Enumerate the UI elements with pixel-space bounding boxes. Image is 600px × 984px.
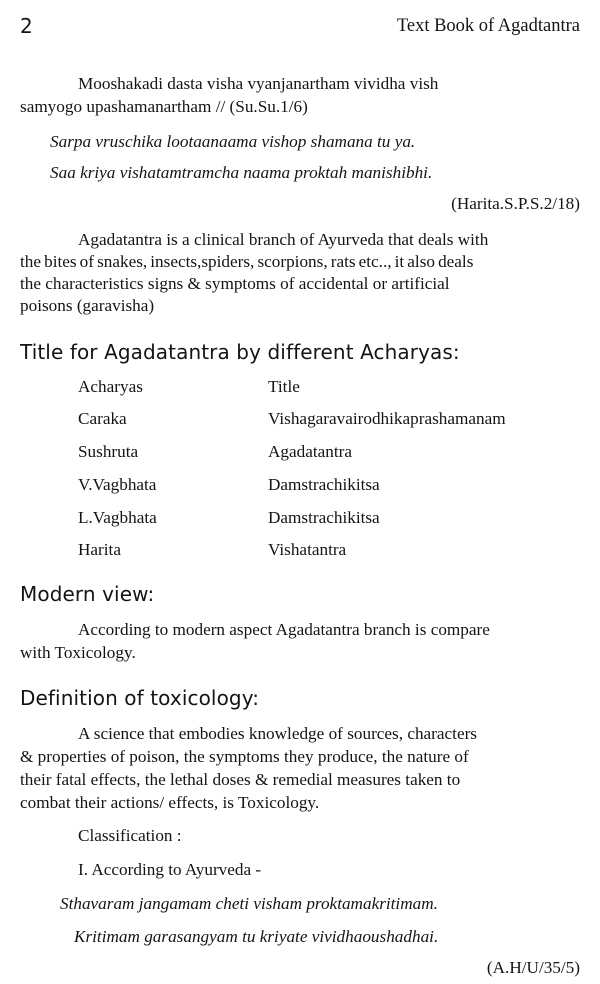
title-cell: Vishagaravairodhikaprashamanam [268, 409, 506, 428]
definition-line2: & properties of poison, the symptoms they produce, the nature of [20, 747, 469, 766]
acharya-cell: Sushruta [78, 442, 139, 461]
classification-citation: (A.H/U/35/5) [486, 958, 580, 977]
title-cell: Damstrachikitsa [268, 508, 380, 527]
titles-heading: Title for Agadatantra by different Acharyas: [20, 340, 460, 364]
acharya-cell: Caraka [78, 409, 127, 428]
title-cell: Damstrachikitsa [268, 475, 380, 494]
definition-line3: their fatal effects, the lethal doses & remedial measures taken to [20, 770, 461, 789]
acharya-cell: L.Vagbhata [78, 508, 157, 527]
col-header-acharyas: Acharyas [78, 377, 143, 396]
verse1-line2: samyogo upashamanartham // (Su.Su.1/6) [20, 97, 308, 116]
classification-item-1: I. According to Ayurveda - [78, 860, 262, 879]
modern-view-line1: According to modern aspect Agadatantra branch is compare [78, 620, 490, 639]
classification-verse-line1: Sthavaram jangamam cheti visham proktamakritimam. [60, 894, 438, 913]
classification-label: Classification : [78, 826, 182, 845]
definition-heading: Definition of toxicology: [20, 686, 260, 710]
running-title: Text Book of Agadtantra [396, 16, 580, 36]
intro-line2: the bites of snakes, insects,spiders, scorpions, rats etc.., it also deals [20, 252, 474, 271]
verse2-line2: Saa kriya vishatamtramcha naama proktah manishibhi. [50, 163, 433, 182]
intro-line4: poisons (garavisha) [20, 296, 155, 315]
title-cell: Agadatantra [268, 442, 352, 461]
title-cell: Vishatantra [268, 540, 347, 559]
page-number: 2 [20, 14, 33, 38]
col-header-title: Title [268, 377, 300, 396]
definition-line1: A science that embodies knowledge of sources, characters [78, 724, 477, 743]
intro-line3: the characteristics signs & symptoms of accidental or artificial [20, 274, 450, 293]
modern-view-heading: Modern view: [20, 582, 155, 606]
acharya-cell: V.Vagbhata [78, 475, 157, 494]
verse2-line1: Sarpa vruschika lootaanaama vishop shamana tu ya. [50, 132, 416, 151]
verse1-line1: Mooshakadi dasta visha vyanjanartham vividha vish [78, 74, 439, 93]
definition-line4: combat their actions/ effects, is Toxicology. [20, 793, 320, 812]
acharya-cell: Harita [78, 540, 121, 559]
classification-verse-line2: Kritimam garasangyam tu kriyate vividhaoushadhai. [74, 927, 439, 946]
verse2-citation: (Harita.S.P.S.2/18) [451, 194, 580, 213]
modern-view-line2: with Toxicology. [20, 643, 136, 662]
intro-line1: Agadatantra is a clinical branch of Ayurveda that deals with [78, 230, 489, 249]
